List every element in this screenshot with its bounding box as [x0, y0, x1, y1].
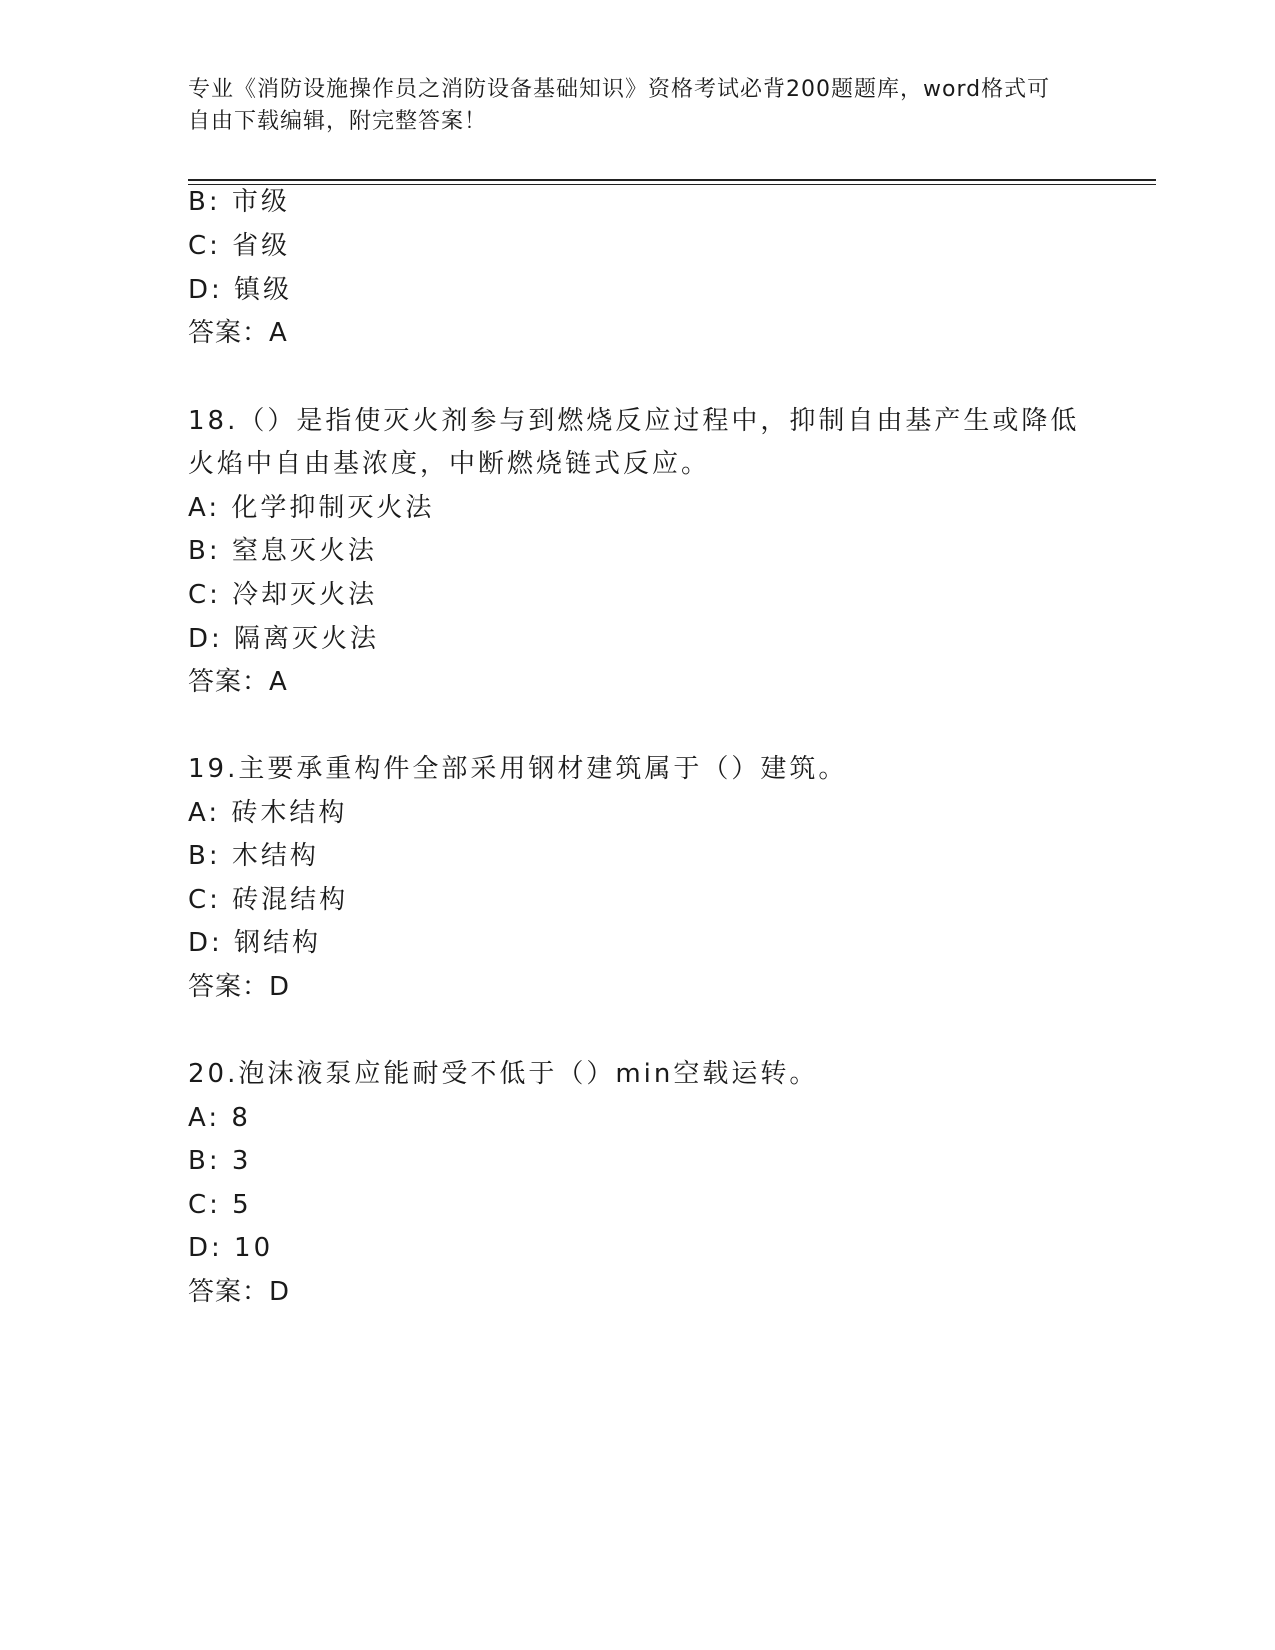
q20-option-d: D: 10 — [188, 1233, 274, 1263]
q18-option-a: A: 化学抑制灭火法 — [188, 493, 435, 523]
q19-option-c: C: 砖混结构 — [188, 885, 349, 915]
q17-answer: 答案：A — [188, 318, 288, 348]
q19-option-b: B: 木结构 — [188, 841, 319, 871]
q19-stem-line1: 19.主要承重构件全部采用钢材建筑属于（）建筑。 — [188, 754, 848, 784]
q17-option-c: C: 省级 — [188, 231, 291, 261]
q20-stem-line1: 20.泡沫液泵应能耐受不低于（）min空载运转。 — [188, 1059, 819, 1089]
q17-option-b: B: 市级 — [188, 187, 290, 217]
q18-option-d: D: 隔离灭火法 — [188, 624, 380, 654]
q19-option-d: D: 钢结构 — [188, 928, 322, 958]
q20-option-b: B: 3 — [188, 1146, 252, 1176]
header-divider — [188, 179, 1156, 185]
q20-answer: 答案：D — [188, 1277, 291, 1307]
q18-stem-line2: 火焰中自由基浓度，中断燃烧链式反应。 — [188, 449, 711, 479]
q20-option-a: A: 8 — [188, 1103, 251, 1133]
q17-option-d: D: 镇级 — [188, 275, 293, 305]
q18-stem-line1: 18.（）是指使灭火剂参与到燃烧反应过程中，抑制自由基产生或降低 — [188, 406, 1080, 436]
q18-answer: 答案：A — [188, 667, 288, 697]
q19-option-a: A: 砖木结构 — [188, 798, 348, 828]
q18-option-b: B: 窒息灭火法 — [188, 536, 377, 566]
q18-option-c: C: 冷却灭火法 — [188, 580, 378, 610]
q20-option-c: C: 5 — [188, 1190, 252, 1220]
document-header-title: 专业《消防设施操作员之消防设备基础知识》资格考试必背200题题库，word格式可自由下载编辑，附完整答案！ — [188, 77, 1051, 134]
q19-answer: 答案：D — [188, 972, 291, 1002]
